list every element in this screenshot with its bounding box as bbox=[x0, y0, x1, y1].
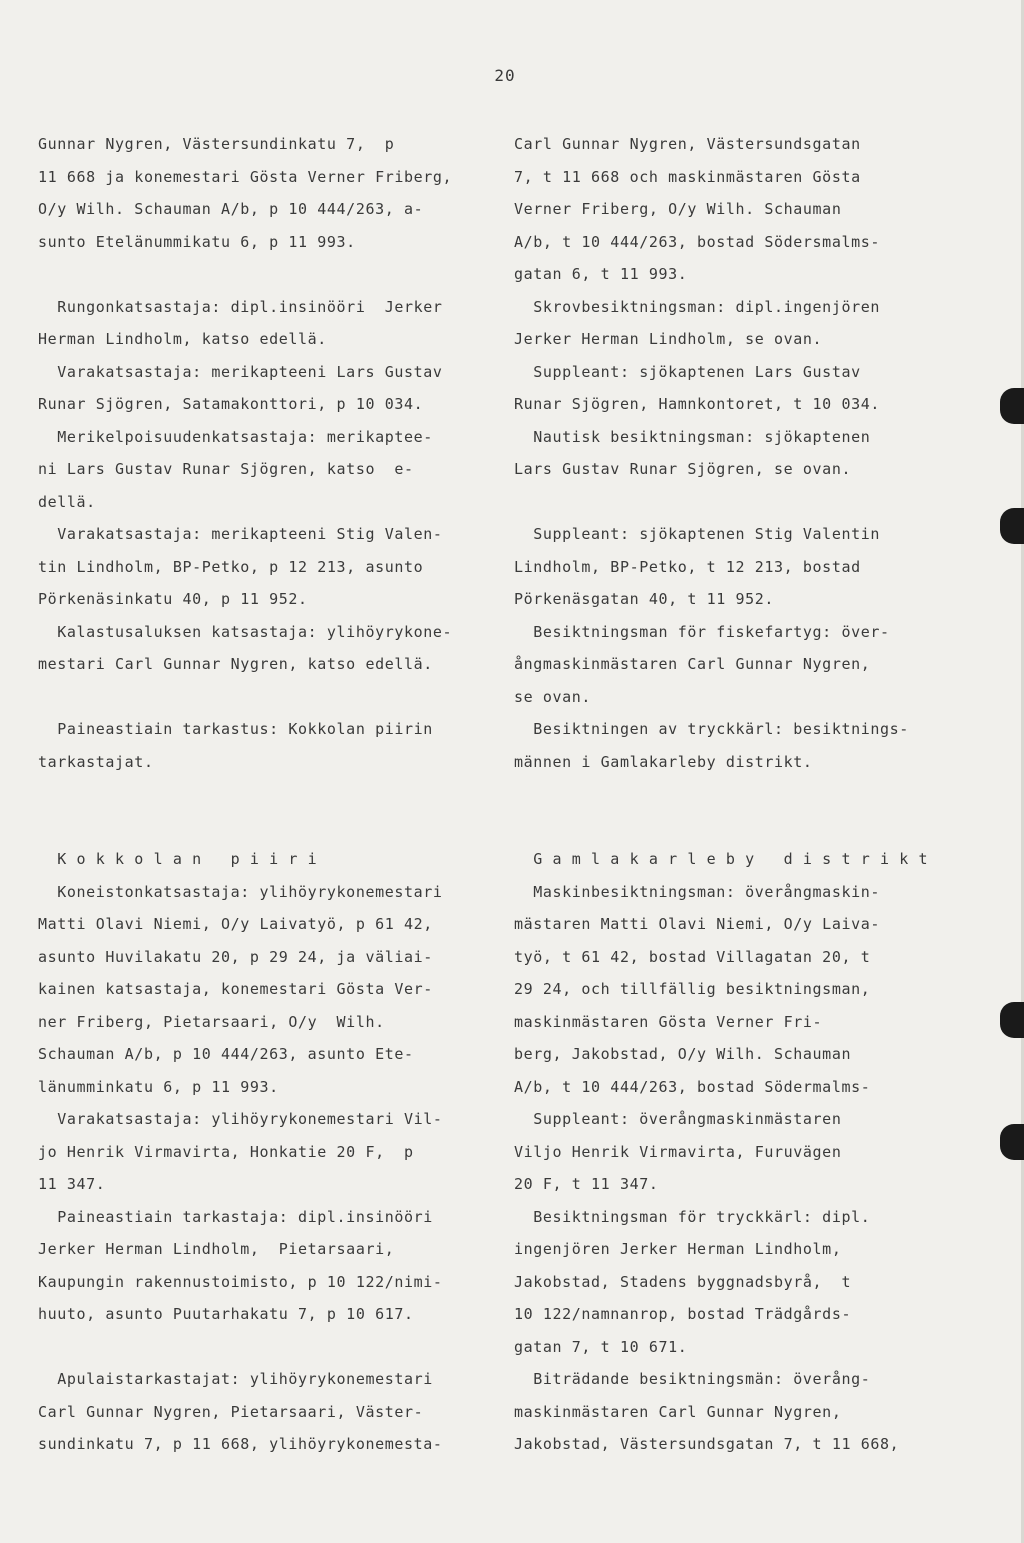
finnish-text-line: tarkastajat. bbox=[38, 752, 154, 771]
finnish-text-line: ner Friberg, Pietarsaari, O/y Wilh. bbox=[38, 1012, 385, 1031]
swedish-text-line: Besiktningsman för fiskefartyg: över- bbox=[514, 622, 890, 641]
binder-hole bbox=[1000, 388, 1024, 424]
swedish-text-line: se ovan. bbox=[514, 687, 592, 706]
finnish-text-line: K o k k o l a n p i i r i bbox=[38, 850, 318, 868]
finnish-text-line: Paineastiain tarkastus: Kokkolan piirin bbox=[38, 720, 433, 738]
binder-hole bbox=[1000, 1002, 1024, 1038]
swedish-text-line: Suppleant: överångmaskinmästaren bbox=[514, 1110, 842, 1128]
swedish-text-line: Pörkenäsgatan 40, t 11 952. bbox=[514, 590, 775, 608]
finnish-text-line: Kalastusaluksen katsastaja: ylihöyrykone- bbox=[38, 622, 453, 641]
swedish-text-line: ingenjören Jerker Herman Lindholm, bbox=[514, 1240, 842, 1258]
finnish-text-line: Apulaistarkastajat: ylihöyrykonemestari bbox=[38, 1370, 433, 1388]
swedish-text-line: Jakobstad, Västersundsgatan 7, t 11 668, bbox=[514, 1435, 900, 1453]
swedish-text-line: berg, Jakobstad, O/y Wilh. Schauman bbox=[514, 1045, 852, 1063]
swedish-text-line: Skrovbesiktningsman: dipl.ingenjören bbox=[514, 297, 880, 316]
finnish-text-line: ni Lars Gustav Runar Sjögren, katso e- bbox=[38, 460, 414, 478]
swedish-text-line: 29 24, och tillfällig besiktningsman, bbox=[514, 980, 871, 998]
swedish-text-line: Suppleant: sjökaptenen Stig Valentin bbox=[514, 525, 880, 543]
swedish-text-line: G a m l a k a r l e b y d i s t r i k t bbox=[514, 850, 929, 868]
finnish-text-line: Jerker Herman Lindholm, Pietarsaari, bbox=[38, 1240, 395, 1258]
swedish-text-line: gatan 7, t 10 671. bbox=[514, 1337, 688, 1356]
binder-hole bbox=[1000, 1124, 1024, 1160]
finnish-text-line: sunto Etelänummikatu 6, p 11 993. bbox=[38, 232, 356, 251]
swedish-text-line: Maskinbesiktningsman: överångmaskin- bbox=[514, 882, 880, 901]
swedish-text-line: 10 122/namnanrop, bostad Trädgårds- bbox=[514, 1305, 852, 1323]
finnish-text-line: länumminkatu 6, p 11 993. bbox=[38, 1077, 279, 1096]
finnish-text-line: jo Henrik Virmavirta, Honkatie 20 F, p bbox=[38, 1142, 414, 1161]
finnish-text-line: Varakatsastaja: ylihöyrykonemestari Vil- bbox=[38, 1110, 443, 1128]
finnish-text-line: Schauman A/b, p 10 444/263, asunto Ete- bbox=[38, 1045, 414, 1063]
swedish-text-line: Carl Gunnar Nygren, Västersundsgatan bbox=[514, 135, 861, 153]
swedish-text-line: Lindholm, BP-Petko, t 12 213, bostad bbox=[514, 557, 861, 576]
swedish-text-line: Jakobstad, Stadens byggnadsbyrå, t bbox=[514, 1272, 852, 1291]
finnish-text-line: sundinkatu 7, p 11 668, ylihöyrykonemesta- bbox=[38, 1435, 443, 1453]
finnish-text-line: Rungonkatsastaja: dipl.insinööri Jerker bbox=[38, 297, 443, 316]
swedish-text-line: Biträdande besiktningsmän: överång- bbox=[514, 1370, 871, 1388]
swedish-text-line: mästaren Matti Olavi Niemi, O/y Laiva- bbox=[514, 915, 880, 933]
swedish-text-line: Verner Friberg, O/y Wilh. Schauman bbox=[514, 200, 842, 218]
swedish-text-line: Nautisk besiktningsman: sjökaptenen bbox=[514, 427, 871, 446]
finnish-text-line: Gunnar Nygren, Västersundinkatu 7, p bbox=[38, 135, 395, 153]
finnish-text-line: Matti Olavi Niemi, O/y Laivatyö, p 61 42, bbox=[38, 915, 433, 933]
finnish-text-line: Herman Lindholm, katso edellä. bbox=[38, 330, 327, 348]
finnish-text-line: O/y Wilh. Schauman A/b, p 10 444/263, a- bbox=[38, 200, 424, 218]
swedish-text-line: ångmaskinmästaren Carl Gunnar Nygren, bbox=[514, 655, 871, 673]
swedish-text-line: 7, t 11 668 och maskinmästaren Gösta bbox=[514, 167, 861, 186]
finnish-text-line: kainen katsastaja, konemestari Gösta Ver- bbox=[38, 980, 433, 998]
finnish-text-line: Pörkenäsinkatu 40, p 11 952. bbox=[38, 590, 308, 608]
swedish-text-line: A/b, t 10 444/263, bostad Södersmalms- bbox=[514, 232, 880, 251]
swedish-text-line: 20 F, t 11 347. bbox=[514, 1175, 659, 1193]
swedish-text-line: Besiktningsman för tryckkärl: dipl. bbox=[514, 1207, 871, 1226]
finnish-text-line: Paineastiain tarkastaja: dipl.insinööri bbox=[38, 1207, 433, 1226]
swedish-text-line: gatan 6, t 11 993. bbox=[514, 265, 688, 283]
swedish-text-line: Jerker Herman Lindholm, se ovan. bbox=[514, 330, 823, 348]
swedish-text-line: Viljo Henrik Virmavirta, Furuvägen bbox=[514, 1142, 842, 1161]
swedish-text-line: Runar Sjögren, Hamnkontoret, t 10 034. bbox=[514, 395, 880, 413]
swedish-text-line: Lars Gustav Runar Sjögren, se ovan. bbox=[514, 460, 852, 478]
finnish-text-line: Runar Sjögren, Satamakonttori, p 10 034. bbox=[38, 395, 424, 413]
finnish-text-line: dellä. bbox=[38, 492, 96, 511]
finnish-text-line: Kaupungin rakennustoimisto, p 10 122/nimi- bbox=[38, 1272, 443, 1291]
finnish-text-line: Merikelpoisuudenkatsastaja: merikaptee- bbox=[38, 427, 433, 446]
swedish-text-line: Besiktningen av tryckkärl: besiktnings- bbox=[514, 720, 909, 738]
finnish-text-line: Varakatsastaja: merikapteeni Lars Gustav bbox=[38, 362, 443, 381]
finnish-text-line: 11 347. bbox=[38, 1175, 106, 1193]
finnish-text-line: Koneistonkatsastaja: ylihöyrykonemestari bbox=[38, 882, 443, 901]
finnish-text-line: asunto Huvilakatu 20, p 29 24, ja väliai- bbox=[38, 947, 433, 966]
finnish-text-line: 11 668 ja konemestari Gösta Verner Friberg, bbox=[38, 167, 453, 186]
swedish-text-line: männen i Gamlakarleby distrikt. bbox=[514, 752, 813, 771]
swedish-text-line: maskinmästaren Carl Gunnar Nygren, bbox=[514, 1402, 842, 1421]
swedish-text-line: maskinmästaren Gösta Verner Fri- bbox=[514, 1012, 823, 1031]
swedish-text-line: Suppleant: sjökaptenen Lars Gustav bbox=[514, 362, 861, 381]
swedish-text-line: A/b, t 10 444/263, bostad Södermalms- bbox=[514, 1077, 871, 1096]
finnish-text-line: huuto, asunto Puutarhakatu 7, p 10 617. bbox=[38, 1305, 414, 1323]
finnish-text-line: Carl Gunnar Nygren, Pietarsaari, Väster- bbox=[38, 1402, 424, 1421]
finnish-text-line: mestari Carl Gunnar Nygren, katso edellä. bbox=[38, 655, 433, 673]
finnish-text-line: tin Lindholm, BP-Petko, p 12 213, asunto bbox=[38, 557, 424, 576]
swedish-text-line: työ, t 61 42, bostad Villagatan 20, t bbox=[514, 947, 871, 966]
page-number: 20 bbox=[494, 66, 516, 85]
binder-hole bbox=[1000, 508, 1024, 544]
finnish-text-line: Varakatsastaja: merikapteeni Stig Valen- bbox=[38, 525, 443, 543]
